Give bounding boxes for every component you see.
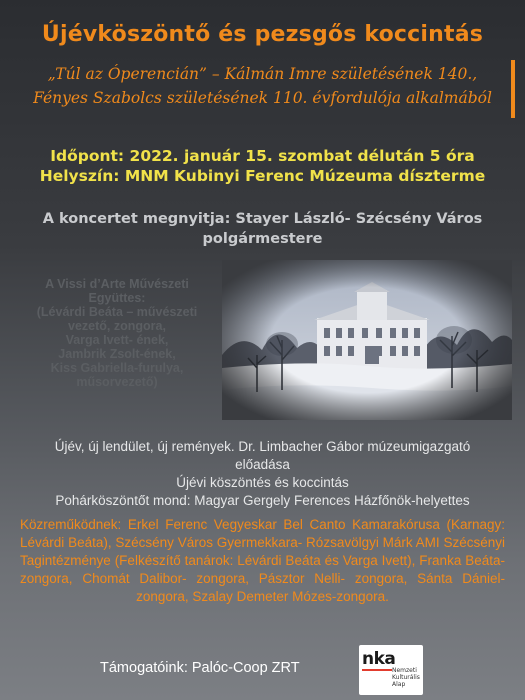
program-text <box>20 438 505 510</box>
event-venue: Helyszín: MNM Kubinyi Ferenc Múzeuma díszterme <box>39 167 486 185</box>
ensemble-line: A Vissi d’Arte Művészeti <box>45 277 189 291</box>
event-time: Időpont: 2022. január 15. szombat délután 5 óra <box>50 147 475 165</box>
ensemble-line: (Lévárdi Beáta – művészeti <box>36 305 198 319</box>
nka-logo-text <box>392 667 423 688</box>
opening-speech <box>20 209 505 249</box>
nka-logo-text-2: Kulturális Alap <box>392 674 420 688</box>
ensemble-line: Varga Ivett- ének, <box>65 333 169 347</box>
ensemble-line: műsorvezető) <box>76 375 158 389</box>
nka-logo <box>359 645 423 695</box>
accent-bar <box>511 60 515 118</box>
program-line-4: Pohárköszöntőt mond: Magyar Gergely Ferences Házfőnök-helyettes <box>55 493 470 508</box>
nka-logo-text-1: Nemzeti <box>392 667 417 674</box>
event-subtitle <box>20 62 505 110</box>
ensemble-line: Kiss Gabriella-furulya, <box>50 361 184 375</box>
ensemble-info <box>22 277 212 389</box>
event-title: Újévköszöntő és pezsgős koccintás <box>41 22 484 47</box>
ensemble-line: Jambrik Zsolt-ének, <box>58 347 176 361</box>
sponsors-text: Támogatóink: Palóc-Coop ZRT <box>100 660 300 676</box>
subtitle-line-1: „Túl az Óperencián” – Kálmán Imre születésének 140., <box>47 65 478 83</box>
nka-logo-mark: nka <box>362 649 396 669</box>
opening-line-2: polgármestere <box>202 231 323 247</box>
program-line-1: Újév, új lendület, új remények. Dr. Limbacher Gábor múzeumigazgató <box>54 439 471 454</box>
subtitle-line-2: Fényes Szabolcs születésének 110. évfordulója alkalmából <box>33 89 492 107</box>
nka-logo-underline <box>362 669 392 671</box>
ensemble-line: Együttes: <box>88 291 146 305</box>
program-line-2: előadása <box>235 457 290 472</box>
opening-line-1: A koncertet megnyitja: Stayer László- Szécsény Város <box>42 211 483 227</box>
winter-palace-photo <box>222 260 512 420</box>
program-line-3: Újévi köszöntés és koccintás <box>176 475 349 490</box>
ensemble-line: vezető, zongora, <box>68 319 166 333</box>
event-info <box>0 146 525 186</box>
contributors-text: Közreműködnek: Erkel Ferenc Vegyeskar Bel Canto Kamarakórusa (Karnagy: Lévárdi Beáta), Szécsény Város Gyermekkara- Rózsavölgyi Márk AMI Szécsényi Tagintézménye (Felkészítő tanárok: Lévárdi Beáta és Varga Ivett), Franka Beáta-zongora, Chomát Dalibor- zongora, Pásztor Nelli- zongora, Sánta Dániel- zongora, Szalay Demeter Mózes-zongora. <box>20 517 505 604</box>
